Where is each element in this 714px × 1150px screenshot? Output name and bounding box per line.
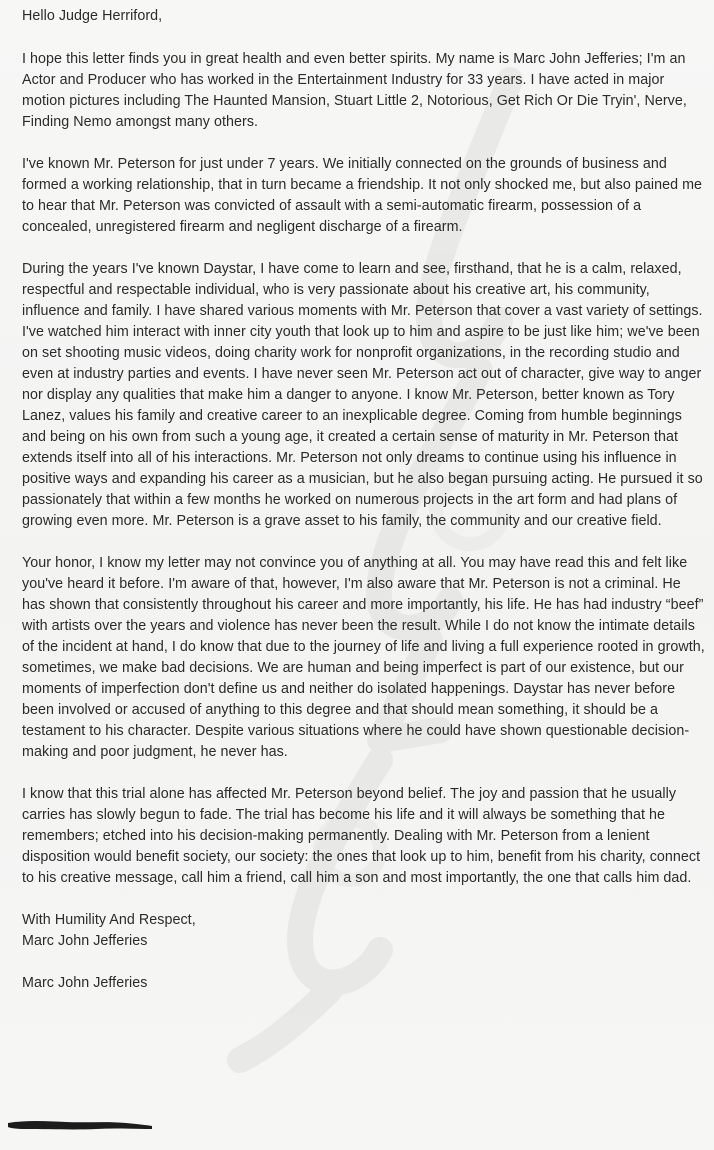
letter-body bbox=[22, 6, 706, 994]
letter-closing-name: Marc John Jefferies bbox=[22, 933, 148, 949]
signature-printed-name: Marc John Jefferies bbox=[22, 975, 148, 991]
letter-paragraph-plea: Your honor, I know my letter may not convince you of anything at all. You may have read this and felt like you've heard it before. I'm aware of that, however, I'm also aware that Mr. Peterson is not a criminal. He has shown that consistently throughout his career and more importantly, his life. He has had industry “beef” with artists over the years and violence has never been the result. While I do not know the intimate details of the incident at hand, I do know that due to the journey of life and living a full experience rooted in growth, sometimes, we make bad decisions. We are human and being imperfect is part of our existence, but our moments of imperfection don't define us and neither do isolated happenings. Daystar has never before been involved or accused of anything to this degree and that should mean something, it should be a testament to his character. Despite various situations where he could have shown questionable decision-making and poor judgment, he never has. bbox=[22, 555, 705, 760]
letter-paragraph-intro: I hope this letter finds you in great health and even better spirits. My name is Marc John Jefferies; I'm an Actor and Producer who has worked in the Entertainment Industry for 33 years. I have acted in major motion pictures including The Haunted Mansion, Stuart Little 2, Notorious, Get Rich Or Die Tryin', Nerve, Finding Nemo amongst many others. bbox=[22, 51, 687, 130]
letter-paragraph-impact: I know that this trial alone has affected Mr. Peterson beyond belief. The joy and passion that he usually carries has slowly begun to fade. The trial has become his life and it will always be something that he remembers; etched into his decision-making permanently. Dealing with Mr. Peterson from a lenient disposition would benefit society, our society: the ones that look up to him, benefit from his charity, connect to his creative message, call him a friend, call him a son and most importantly, the one that calls him dad. bbox=[22, 786, 701, 886]
redacted-signature-mark bbox=[6, 1117, 154, 1131]
letter-greeting: Hello Judge Herriford, bbox=[22, 8, 163, 24]
letter-paragraph-character: During the years I've known Daystar, I have come to learn and see, firsthand, that he is a calm, relaxed, respectful and respectable individual, who is very passionate about his creative art, his community, influence and family. I have shared various moments with Mr. Peterson that cover a vast variety of settings. I've watched him interact with inner city youth that look up to him and aspire to be just like him; we've been on set shooting music videos, doing charity work for nonprofit organizations, in the recording studio and even at industry parties and events. I have never seen Mr. Peterson act out of character, give way to anger nor display any qualities that make him a danger to anyone. I know Mr. Peterson, better known as Tory Lanez, values his family and creative career to an inexplicable degree. Coming from humble beginnings and being on his own from such a young age, it created a certain sense of maturity in Mr. Peterson that extends itself into all of his interactions. Mr. Peterson not only dreams to continue using his influence in positive ways and expanding his career as a musician, but he also began pursuing acting. He pursued it so passionately that within a few months he worked on numerous projects in the art form and had plans of growing even more. Mr. Peterson is a grave asset to his family, the community and our creative field. bbox=[22, 261, 703, 529]
letter-closing: With Humility And Respect, bbox=[22, 912, 196, 928]
letter-paragraph-relationship: I've known Mr. Peterson for just under 7 years. We initially connected on the grounds of business and formed a working relationship, that in turn became a friendship. It not only shocked me, but also pained me to hear that Mr. Peterson was convicted of assault with a semi-automatic firearm, possession of a concealed, unregistered firearm and negligent discharge of a firearm. bbox=[22, 156, 703, 235]
